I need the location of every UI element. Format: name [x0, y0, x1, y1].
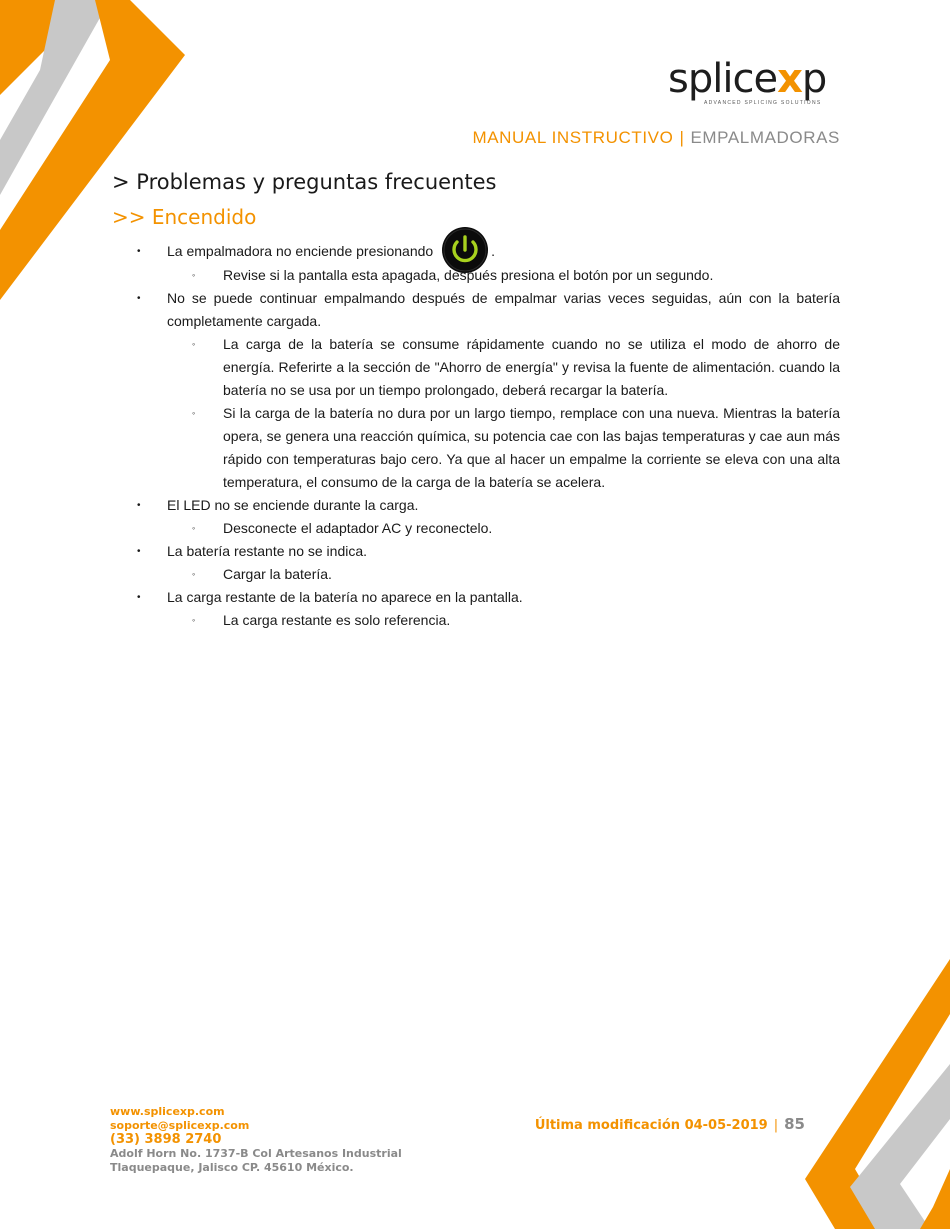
- list-item: ◦ Si la carga de la batería no dura por un largo tiempo, remplace con una nueva. Mientras la batería opera, se genera una reacción química, su potencia cae con las bajas temperaturas y cae aun más rápido con temperaturas bajo cero. Ya que al hacer un empalme la corriente se eleva con una alta temperatura, el consumo de la carga de la batería se acelera.: [192, 405, 840, 491]
- last-modified: Última modificación 04-05-2019: [534, 1118, 768, 1133]
- footer-page-info: Última modificación 04-05-2019 | 85: [534, 1115, 805, 1133]
- list-item: ◦ Desconecte el adaptador AC y reconectelo.: [192, 520, 493, 537]
- list-item: • La batería restante no se indica.: [137, 543, 368, 560]
- email-link[interactable]: soporte@splicexp.com: [110, 1119, 250, 1132]
- list-item: • La empalmadora no enciende presionando .: [112, 240, 840, 264]
- page-number: 85: [784, 1115, 805, 1133]
- list-item: ◦ Revise si la pantalla esta apagada, después presiona el botón por un segundo.: [192, 267, 714, 284]
- address-line-1: Adolf Horn No. 1737-B Col Artesanos Industrial: [110, 1147, 402, 1160]
- list-item: ◦ La carga de la batería se consume rápidamente cuando no se utiliza el modo de ahorro de energía. Referirte a la sección de "Ahorro de energía" y revisa la fuente de alimentación. cuando la batería no se usa por un tiempo prolongado, deberá recargar la batería.: [192, 336, 840, 399]
- corner-chevron-decoration-bottom: [805, 959, 950, 1229]
- list-item: ◦ La carga restante es solo referencia.: [192, 612, 451, 629]
- manual-header: MANUAL INSTRUCTIVO | EMPALMADORAS: [472, 128, 840, 147]
- address-line-2: Tlaquepaque, Jalisco CP. 45610 México.: [110, 1161, 354, 1174]
- section-title: > Problemas y preguntas frecuentes: [112, 170, 497, 194]
- subsection-title: >> Encendido: [112, 205, 257, 229]
- faq-list: [112, 240, 840, 632]
- footer-contact: [110, 1105, 402, 1175]
- manual-category: EMPALMADORAS: [690, 128, 840, 147]
- phone-number: (33) 3898 2740: [110, 1132, 222, 1147]
- website-link[interactable]: www.splicexp.com: [110, 1105, 225, 1118]
- list-item: • El LED no se enciende durante la carga.: [137, 497, 419, 514]
- list-item: • No se puede continuar empalmando después de empalmar varias veces seguidas, aún con la batería completamente cargada.: [137, 290, 840, 330]
- manual-title: MANUAL INSTRUCTIVO: [472, 128, 674, 147]
- list-item: • La carga restante de la batería no aparece en la pantalla.: [137, 589, 523, 606]
- company-logo: splicexp ADVANCED SPLICING SOLUTIONS: [668, 56, 827, 106]
- list-item: ◦ Cargar la batería.: [192, 566, 332, 583]
